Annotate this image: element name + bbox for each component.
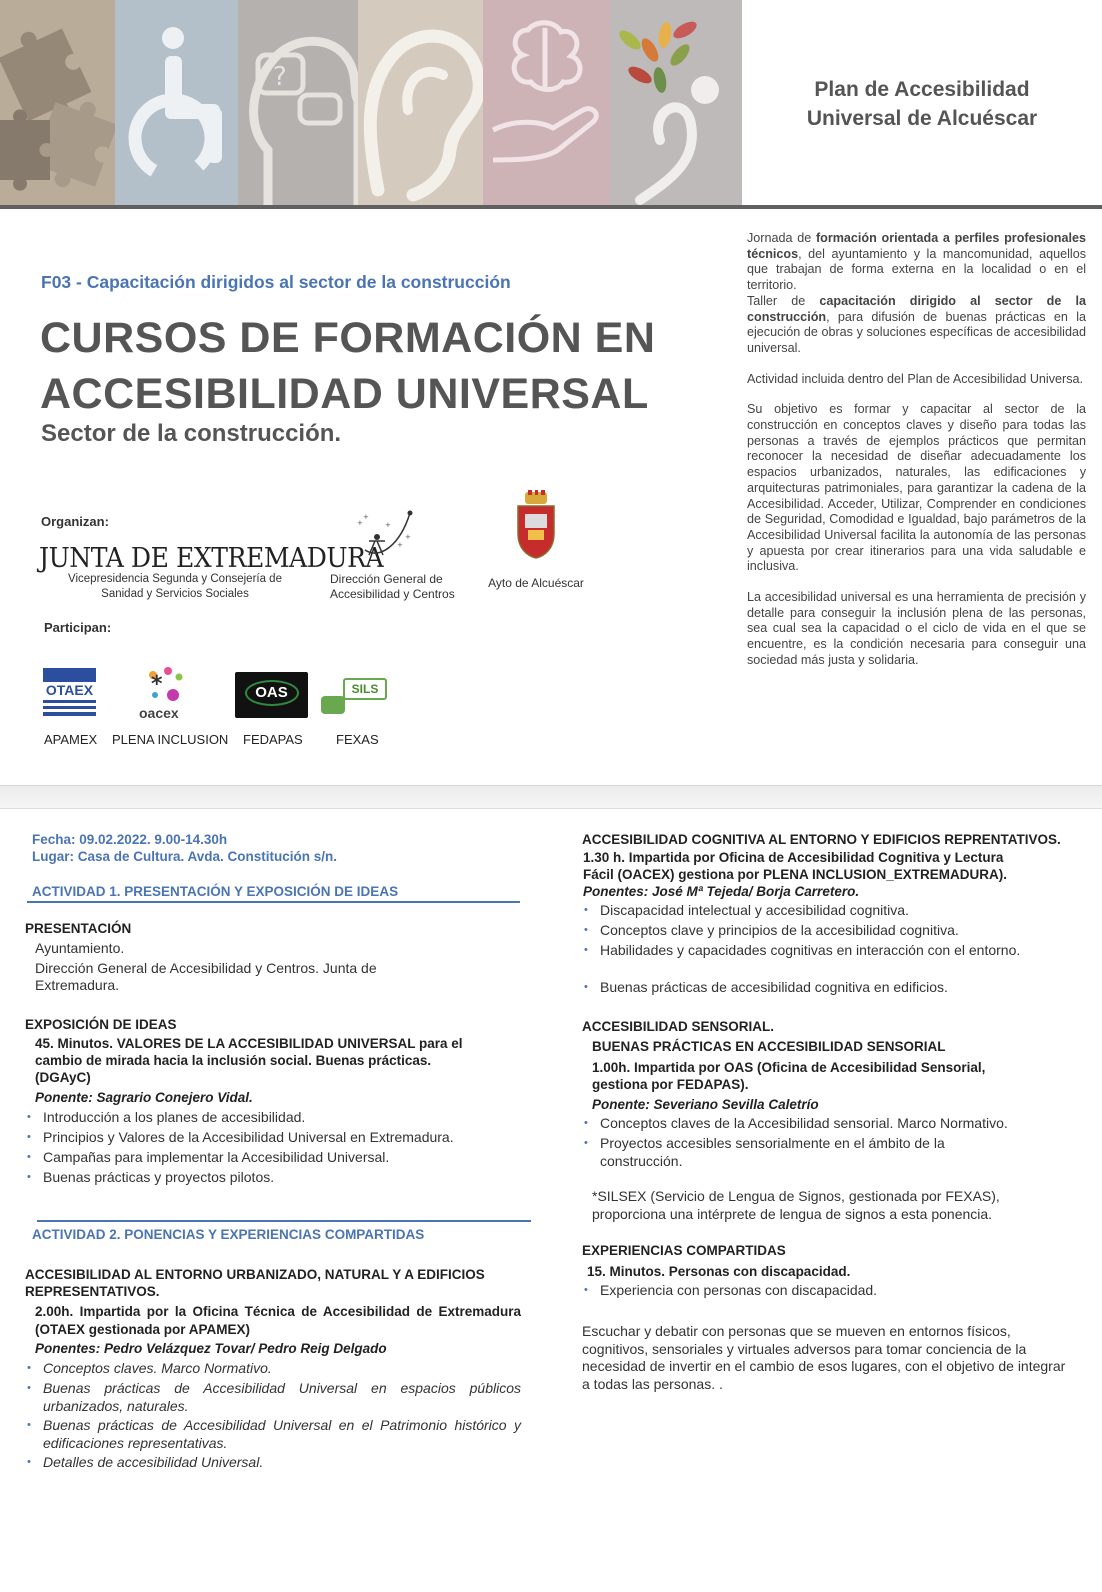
- cognitive-session-title: Fácil (OACEX) gestiona por PLENA INCLUSION_EXTREMADURA).: [583, 867, 1008, 882]
- junta-logo: JUNTA DE EXTREMADURA: [39, 543, 384, 574]
- svg-text:+: +: [385, 521, 391, 529]
- sensorial-session-title: 1.00h. Impartida por OAS (Oficina de Accesibilidad Sensorial,: [592, 1060, 986, 1075]
- participant-name: FEDAPAS: [243, 732, 303, 747]
- urban-session-title: 2.00h. Impartida por la Oficina Técnica de Accesibilidad de Extremadura (OTAEX gestionada por APAMEX): [35, 1304, 521, 1337]
- junta-sub-line1: Vicepresidencia Segunda y Consejería de: [68, 573, 282, 585]
- otaex-logo: [43, 668, 96, 720]
- banner-panel-5: [483, 0, 610, 207]
- urban-accessibility-heading: ACCESIBILIDAD AL ENTORNO URBANIZADO, NATURAL Y A EDIFICIOS: [25, 1267, 485, 1282]
- tree-person-icon: [610, 0, 742, 207]
- list-item: • Buenas prácticas de Accesibilidad Universal en espacios públicos urbanizados, naturales.: [43, 1380, 521, 1415]
- list-item: • Conceptos clave y principios de la accesibilidad cognitiva.: [600, 922, 959, 940]
- banner-title-line1: Plan de Accesibilidad: [814, 77, 1030, 101]
- presentation-item: Ayuntamiento.: [35, 940, 125, 956]
- presentation-heading: PRESENTACIÓN: [25, 921, 132, 936]
- intro-paragraph-2: [747, 294, 1086, 357]
- ayto-coat-of-arms-icon: [515, 490, 557, 560]
- participants-label: Participan:: [44, 620, 112, 635]
- exposition-heading: EXPOSICIÓN DE IDEAS: [25, 1017, 177, 1032]
- banner-divider: [0, 205, 1102, 209]
- page-title-line1: CURSOS DE FORMACIÓN EN: [40, 314, 656, 362]
- page-title-line2: ACCESIBILIDAD UNIVERSAL: [40, 370, 649, 418]
- intro-p2-b: capacitación dirigido al sector de la construcción: [747, 293, 1086, 324]
- exposition-title: cambio de mirada hacia la inclusión social. Buenas prácticas.: [35, 1053, 432, 1068]
- banner-title: [742, 0, 1102, 207]
- list-item: • Discapacidad intelectual y accesibilidad cognitiva.: [600, 902, 909, 920]
- cognitive-session-title: 1.30 h. Impartida por Oficina de Accesibilidad Cognitiva y Lectura: [583, 850, 1004, 865]
- list-item: • Proyectos accesibles sensorialmente en el ámbito de la construcción.: [600, 1135, 1000, 1170]
- page-title: [40, 310, 655, 422]
- urban-accessibility-heading: REPRESENTATIVOS.: [25, 1284, 160, 1299]
- brain-hand-icon: [483, 0, 610, 207]
- page-title-sub: Sector de la construcción.: [41, 420, 342, 447]
- closing-paragraph: Escuchar y debatir con personas que se mueven en entornos físicos, cognitivos, sensoriales y virtuales adversos para tomar conciencia de la necesidad de invertir en el cambio de esos lugares, con el objetivo de integrar a todas las personas. .: [582, 1323, 1066, 1392]
- exposition-speaker: Ponente: Sagrario Conejero Vidal.: [35, 1090, 253, 1105]
- ayto-caption: Ayto de Alcuéscar: [488, 576, 584, 590]
- ear-icon: [358, 0, 483, 207]
- svg-text:+: +: [363, 513, 369, 521]
- sils-logo: [321, 676, 388, 718]
- junta-subtitle: [40, 572, 310, 602]
- participant-name: FEXAS: [336, 732, 379, 747]
- banner-illustration: [0, 0, 742, 207]
- intro-p1-b: formación orientada a perfiles profesionales técnicos: [747, 231, 1086, 261]
- intro-p2-c: , para difusión de buenas prácticas en la ejecución de obras y soluciones específicas de accesibilidad universal.: [747, 309, 1086, 355]
- banner-panel-2: [115, 0, 238, 207]
- intro-paragraph-5: La accesibilidad universal es una herramienta de precisión y detalle para conseguir la inclusión plena de las personas, sea cual sea la capacidad o el ciclo de vida en el que se encuentre, es la condición necesaria para conseguir una sociedad más justa y solidaria.: [747, 590, 1086, 667]
- dg-accessibility-logo-icon: [355, 505, 425, 565]
- svg-text:+: +: [357, 519, 363, 527]
- oacex-logo-text: oacex: [139, 705, 179, 721]
- course-code-subtitle: F03 - Capacitación dirigidos al sector de la construcción: [41, 272, 511, 292]
- banner-panel-6: [610, 0, 742, 207]
- otaex-logo-text: OTAEX: [45, 682, 94, 698]
- activity2-heading: ACTIVIDAD 2. PONENCIAS Y EXPERIENCIAS COMPARTIDAS: [32, 1227, 425, 1242]
- shared-experiences-heading: EXPERIENCIAS COMPARTIDAS: [582, 1243, 786, 1258]
- intro-text: [747, 231, 1086, 684]
- silsex-note: proporciona una intérprete de lengua de signos a esta ponencia.: [592, 1206, 993, 1222]
- presentation-item: Dirección General de Accesibilidad y Centros. Junta de: [35, 960, 377, 976]
- banner-panel-4: [358, 0, 483, 207]
- banner-panel-1: [0, 0, 115, 207]
- svg-text:+: +: [405, 533, 411, 541]
- cognitive-heading: ACCESIBILIDAD COGNITIVA AL ENTORNO Y EDIFICIOS REPRENTATIVOS.: [582, 832, 1061, 847]
- junta-sub-line2: Sanidad y Servicios Sociales: [101, 588, 249, 600]
- silsex-note: *SILSEX (Servicio de Lengua de Signos, gestionada por FEXAS),: [592, 1188, 1000, 1204]
- presentation-item: Extremadura.: [35, 977, 120, 993]
- event-date: Fecha: 09.02.2022. 9.00-14.30h: [32, 832, 228, 847]
- event-place: Lugar: Casa de Cultura. Avda. Constitución s/n.: [32, 849, 338, 864]
- organizers-label: Organizan:: [41, 514, 109, 529]
- oas-logo-text: OAS: [245, 680, 299, 706]
- dg-line2: Accesibilidad y Centros: [330, 587, 455, 601]
- participant-name: APAMEX: [44, 732, 98, 747]
- activity1-underline: [27, 901, 520, 903]
- dg-line1: Dirección General de: [330, 572, 443, 586]
- list-item: • Introducción a los planes de accesibilidad.: [43, 1109, 305, 1127]
- dg-accessibility-caption: [330, 572, 460, 602]
- header-banner: [0, 0, 1102, 207]
- urban-speakers: Ponentes: Pedro Velázquez Tovar/ Pedro Reig Delgado: [35, 1341, 387, 1356]
- sensorial-subheading: BUENAS PRÁCTICAS EN ACCESIBILIDAD SENSORIAL: [592, 1039, 946, 1054]
- cognitive-speakers: Ponentes: José Mª Tejeda/ Borja Carretero.: [583, 884, 860, 899]
- intro-p1-a: Jornada de: [747, 231, 816, 245]
- banner-panel-3: [238, 0, 358, 207]
- svg-text:?: ?: [273, 62, 287, 92]
- page-separator: [0, 785, 1102, 809]
- list-item: • Buenas prácticas y proyectos pilotos.: [43, 1169, 274, 1187]
- participant-name: PLENA INCLUSION: [112, 732, 229, 747]
- list-item: • Habilidades y capacidades cognitivas en interacción con el entorno.: [600, 942, 1040, 960]
- list-item: • Buenas prácticas de Accesibilidad Universal en el Patrimonio histórico y edificaciones representativas.: [43, 1417, 521, 1452]
- otaex-logo-band-icon: [43, 668, 96, 682]
- sensorial-heading: ACCESIBILIDAD SENSORIAL.: [582, 1019, 775, 1034]
- activity2-overline: [37, 1220, 531, 1222]
- exposition-title: 45. Minutos. VALORES DE LA ACCESIBILIDAD UNIVERSAL para el: [35, 1036, 463, 1051]
- intro-paragraph-1: [747, 231, 1086, 294]
- list-item: • Conceptos claves de la Accesibilidad sensorial. Marco Normativo.: [600, 1115, 1008, 1133]
- puzzle-icon: [0, 0, 115, 207]
- oas-logo: [235, 672, 308, 718]
- sensorial-speaker: Ponente: Severiano Sevilla Caletrío: [592, 1097, 819, 1112]
- shared-experiences-title: 15. Minutos. Personas con discapacidad.: [587, 1264, 851, 1279]
- list-item: • Experiencia con personas con discapacidad.: [600, 1282, 877, 1300]
- intro-paragraph-4: Su objetivo es formar y capacitar al sector de la construcción en conceptos claves y diseño para todas las personas a través de ejemplos prácticos que permitan reconocer la necesidad de diseñar adecuadamente los espacios urbanizados, naturales, las edificaciones y arquitecturas patrimoniales, para garantizar la cadena de la Accesibilidad. Acceder, Utilizar, Comprender en condiciones de Seguridad, Comodidad e Igualdad, bajo parámetros de la Accesibilidad Universal facilita la autonomía de las personas y apuesta por crear itinerarios para una vida saludable e inclusiva.: [747, 402, 1086, 574]
- list-item: • Buenas prácticas de accesibilidad cognitiva en edificios.: [600, 979, 948, 997]
- list-item: • Principios y Valores de la Accesibilidad Universal en Extremadura.: [43, 1129, 454, 1147]
- list-item: • Detalles de accesibilidad Universal.: [43, 1454, 521, 1472]
- activity1-heading: ACTIVIDAD 1. PRESENTACIÓN Y EXPOSICIÓN DE IDEAS: [32, 884, 399, 899]
- svg-text:+: +: [397, 541, 403, 549]
- list-item: • Campañas para implementar la Accesibilidad Universal.: [43, 1149, 389, 1167]
- banner-title-line2: Universal de Alcuéscar: [806, 106, 1038, 130]
- exposition-title: (DGAyC): [35, 1070, 91, 1085]
- svg-text:*: *: [151, 672, 163, 697]
- list-item: • Conceptos claves. Marco Normativo.: [43, 1360, 521, 1378]
- speech-head-icon: [238, 0, 358, 207]
- oacex-logo-icon: [143, 665, 188, 705]
- wheelchair-icon: [115, 0, 238, 207]
- sils-hand-icon: [321, 696, 345, 714]
- intro-paragraph-3: Actividad incluida dentro del Plan de Accesibilidad Universa.: [747, 371, 1084, 386]
- intro-p2-a: Taller de: [747, 293, 820, 308]
- intro-p1-c: , del ayuntamiento y la mancomunidad, aquellos que trabajan de forma externa en la localidad o en el territorio.: [747, 246, 1086, 293]
- sensorial-session-title: gestiona por FEDAPAS).: [592, 1077, 749, 1092]
- sils-logo-text: SILS: [343, 678, 387, 700]
